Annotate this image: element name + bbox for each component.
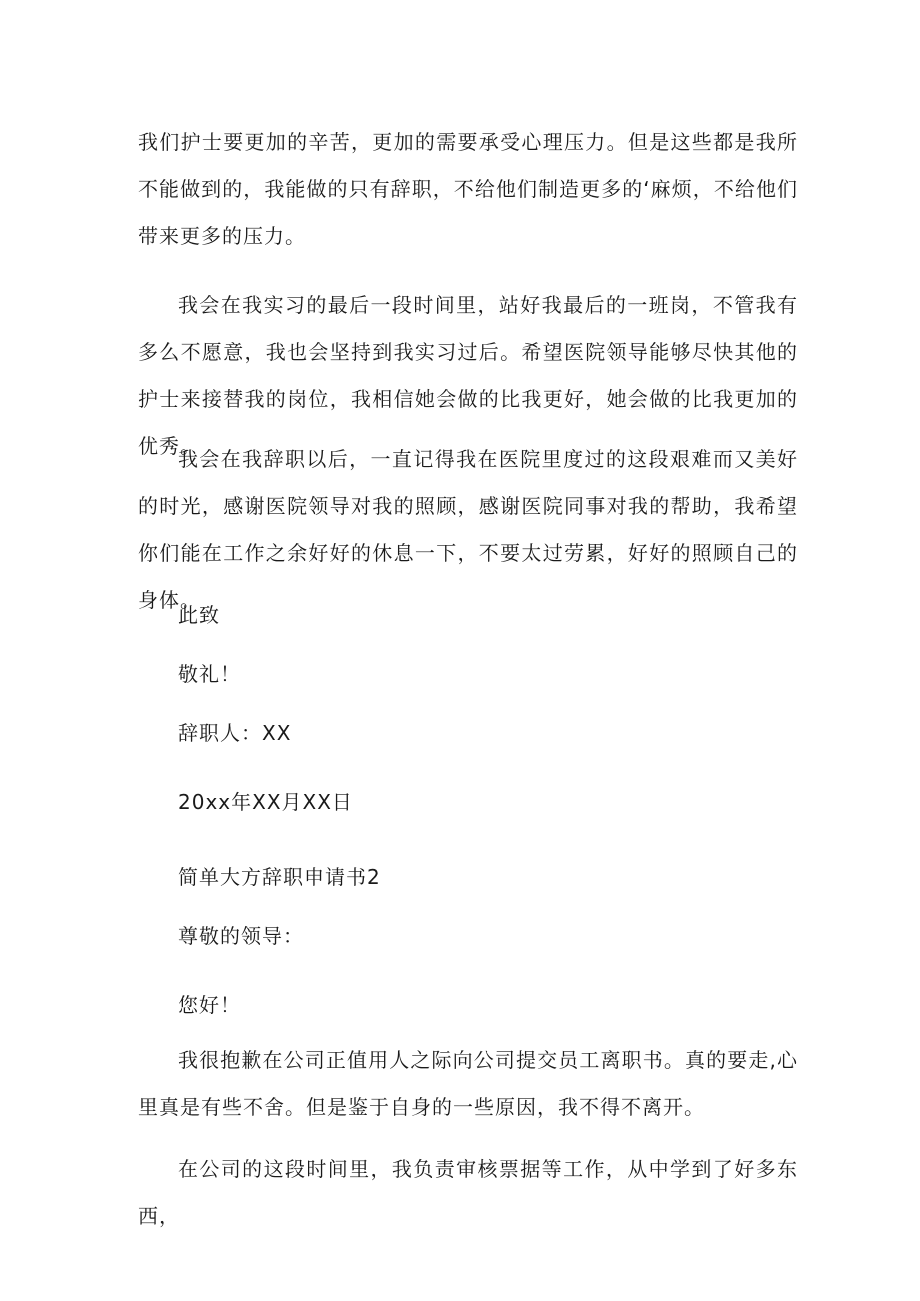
paragraph-resignation: 我很抱歉在公司正值用人之际向公司提交员工离职书。真的要走,心里真是有些不舍。但是鉴于自身的一些原因，我不得不离开。 xyxy=(138,1048,798,1119)
hello-line: 您好！ xyxy=(178,993,241,1017)
paragraph-internship: 我会在我实习的最后一段时间里，站好我最后的一班岗，不管我有多么不愿意，我也会坚持到我实习过后。希望医院领导能够尽快其他的护士来接替我的岗位，我相信她会做的比我更好，她会做的比我更加的优秀。 xyxy=(138,293,798,458)
paragraph-continued: 我们护士要更加的辛苦，更加的需要承受心理压力。但是这些都是我所不能做到的，我能做的只有辞职，不给他们制造更多的‘麻烦，不给他们带来更多的压力。 xyxy=(138,130,798,248)
paragraph-work: 在公司的这段时间里，我负责审核票据等工作，从中学到了好多东西， xyxy=(138,1157,798,1228)
closing-line: 此致 xyxy=(178,603,220,627)
signer-line: 辞职人：XX xyxy=(178,721,292,745)
date-line: 20xx年XX月XX日 xyxy=(178,790,353,814)
greeting-line: 尊敬的领导： xyxy=(178,924,304,948)
salute-line: 敬礼！ xyxy=(178,662,241,686)
section-title: 简单大方辞职申请书2 xyxy=(178,865,381,889)
paragraph-gratitude: 我会在我辞职以后，一直记得我在医院里度过的这段艰难而又美好的时光，感谢医院领导对我的照顾，感谢医院同事对我的帮助，我希望你们能在工作之余好好的休息一下，不要太过劳累，好好的照顾自己的身体。 xyxy=(138,447,798,612)
